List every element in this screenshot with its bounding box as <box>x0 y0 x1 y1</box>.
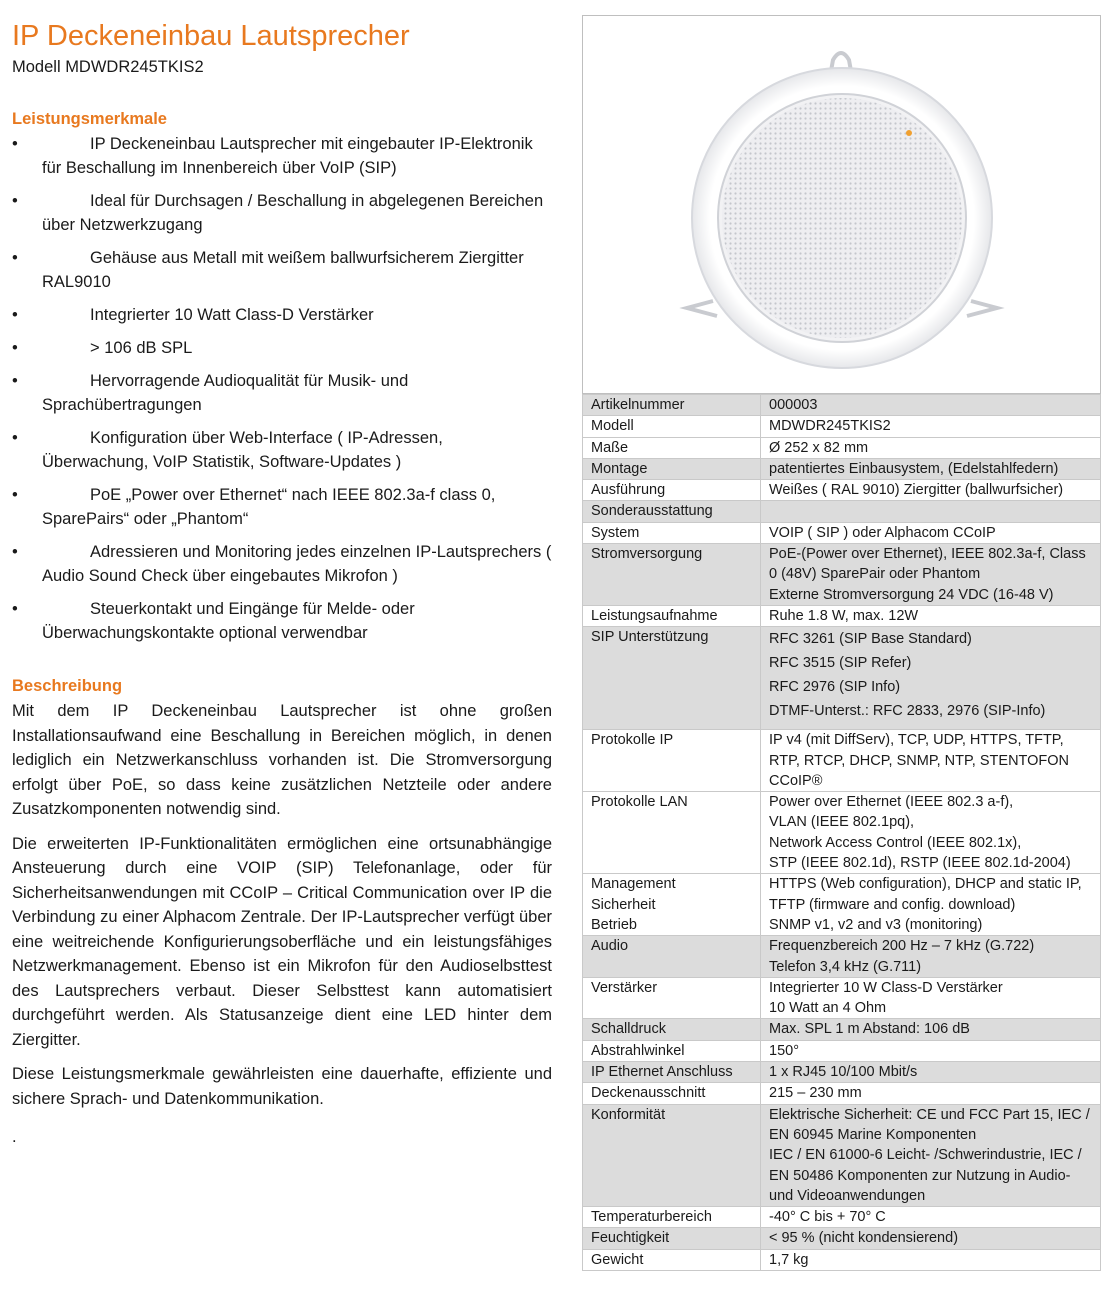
spec-key <box>583 522 761 543</box>
feature-text: Gehäuse aus Metall mit weißem ballwurfsicherem Ziergitter RAL9010 <box>42 249 524 291</box>
spec-key-line: Betrieb <box>591 916 637 933</box>
spec-value <box>761 437 1101 458</box>
spec-value-line: Network Access Control (IEEE 802.1x), <box>769 834 1022 851</box>
feature-item <box>12 426 552 474</box>
spec-key-line: Schalldruck <box>591 1021 666 1038</box>
spec-value <box>761 627 1101 730</box>
spec-value-line: VOIP ( SIP ) oder Alphacom CCoIP <box>769 524 996 541</box>
spec-value-line: Max. SPL 1 m Abstand: 106 dB <box>769 1021 970 1038</box>
spec-value-line: SNMP v1, v2 and v3 (monitoring) <box>769 916 983 933</box>
spec-value-line: 10 Watt an 4 Ohm <box>769 1000 887 1017</box>
spec-value-line: 1 x RJ45 10/100 Mbit/s <box>769 1064 918 1081</box>
spec-key-line: IP Ethernet Anschluss <box>591 1064 733 1081</box>
spec-row <box>583 977 1101 1019</box>
feature-item <box>12 369 552 417</box>
spec-value <box>761 1062 1101 1083</box>
spec-key <box>583 1104 761 1206</box>
spec-key <box>583 1062 761 1083</box>
spec-row <box>583 458 1101 479</box>
spec-value-line: IEC / EN 61000-6 Leicht- /Schwerindustrie, IEC / EN 50486 Komponenten zur Nutzung in Audio- und Videoanwendungen <box>769 1147 1082 1204</box>
spec-value-line: Weißes ( RAL 9010) Ziergitter (ballwurfsicher) <box>769 482 1064 499</box>
spec-key-line: Stromversorgung <box>591 546 703 563</box>
spec-row <box>583 1249 1101 1270</box>
feature-list <box>12 132 552 645</box>
spec-value-line: Power over Ethernet (IEEE 802.3 a-f), <box>769 794 1014 811</box>
spec-key-line: Modell <box>591 418 634 435</box>
spec-value <box>761 501 1101 522</box>
spec-key <box>583 874 761 936</box>
spec-key-line: Gewicht <box>591 1251 644 1268</box>
feature-item <box>12 132 552 180</box>
feature-item <box>12 483 552 531</box>
description-paragraph: Mit dem IP Deckeneinbau Lautsprecher ist ohne großen Installationsaufwand eine Beschallung in Bereichen möglich, in denen lediglich ein Netzwerkanschluss vorhanden ist. Die Stromversorgung erfolgt über PoE, so dass keine zusätzlichen Netzteile oder andere Zusatzkomponenten notwendig sind. <box>12 702 552 818</box>
bullet-icon: • <box>12 306 18 324</box>
spec-key-line: Audio <box>591 938 629 955</box>
bullet-icon: • <box>12 543 18 561</box>
spec-value-line: TFTP (firmware and config. download) <box>769 896 1016 913</box>
spec-row <box>583 522 1101 543</box>
bullet-icon: • <box>12 192 18 210</box>
spec-key-line: Deckenausschnitt <box>591 1085 706 1102</box>
spec-row <box>583 416 1101 437</box>
spec-key-line: Leistungsaufnahme <box>591 607 718 624</box>
spec-key-line: Abstrahlwinkel <box>591 1042 685 1059</box>
spec-value-line: Telefon 3,4 kHz (G.711) <box>769 958 922 975</box>
product-image <box>582 15 1101 394</box>
spec-value <box>761 1207 1101 1228</box>
spec-value <box>761 1083 1101 1104</box>
spec-key <box>583 458 761 479</box>
spec-value <box>761 1019 1101 1040</box>
spec-key <box>583 730 761 792</box>
spec-row <box>583 501 1101 522</box>
spec-value-line: VLAN (IEEE 802.1pq), <box>769 814 915 831</box>
spec-key-line: SIP Unterstützung <box>591 629 709 646</box>
spec-key <box>583 605 761 626</box>
feature-text: Ideal für Durchsagen / Beschallung in abgelegenen Bereichen über Netzwerkzugang <box>42 192 544 234</box>
spec-value-line: Ruhe 1.8 W, max. 12W <box>769 607 919 624</box>
feature-item <box>12 540 552 588</box>
spec-row <box>583 605 1101 626</box>
spec-row <box>583 874 1101 936</box>
spec-row <box>583 1083 1101 1104</box>
spec-key <box>583 1083 761 1104</box>
spec-value-line: 150° <box>769 1042 799 1059</box>
spec-key <box>583 395 761 416</box>
feature-item <box>12 189 552 237</box>
description-paragraph: Diese Leistungsmerkmale gewährleisten eine dauerhafte, effiziente und sichere Sprach- und Datenkommunikation. <box>12 1065 552 1108</box>
spec-value <box>761 605 1101 626</box>
spec-key-line: Sonderausstattung <box>591 503 713 520</box>
spec-key-line: Konformität <box>591 1106 666 1123</box>
spec-key <box>583 627 761 730</box>
spec-row <box>583 480 1101 501</box>
spec-value-line: Integrierter 10 W Class-D Verstärker <box>769 979 1003 996</box>
spec-value-line: DTMF-Unterst.: RFC 2833, 2976 (SIP-Info) <box>769 703 1046 720</box>
features-heading: Leistungsmerkmale <box>12 110 167 128</box>
spec-key <box>583 416 761 437</box>
spec-value-line: 1,7 kg <box>769 1251 809 1268</box>
spec-key <box>583 977 761 1019</box>
spec-row <box>583 437 1101 458</box>
right-column <box>582 15 1101 1271</box>
spec-value-line: 215 – 230 mm <box>769 1085 862 1102</box>
feature-item <box>12 303 552 327</box>
status-led-icon <box>906 130 912 136</box>
feature-text: Integrierter 10 Watt Class-D Verstärker <box>90 306 374 324</box>
spec-row <box>583 627 1101 730</box>
feature-text: Adressieren und Monitoring jedes einzelnen IP-Lautsprechers ( Audio Sound Check über eingebautes Mikrofon ) <box>42 543 552 585</box>
spec-value-line: MDWDR245TKIS2 <box>769 418 891 435</box>
spec-row <box>583 1040 1101 1061</box>
spec-key <box>583 792 761 874</box>
spec-key <box>583 480 761 501</box>
bullet-icon: • <box>12 339 18 357</box>
spec-key-line: Artikelnummer <box>591 397 685 413</box>
spec-key-line: Protokolle IP <box>591 732 674 749</box>
spec-value <box>761 1040 1101 1061</box>
bullet-icon: • <box>12 429 18 447</box>
feature-text: Hervorragende Audioqualität für Musik- und Sprachübertragungen <box>42 372 409 414</box>
spec-key <box>583 1040 761 1061</box>
bullet-icon: • <box>12 249 18 267</box>
spec-row <box>583 936 1101 978</box>
spec-value-line: -40° C bis + 70° C <box>769 1209 886 1226</box>
spec-row <box>583 1104 1101 1206</box>
spec-key-line: Sicherheit <box>591 896 656 913</box>
spec-key-line: Verstärker <box>591 979 658 996</box>
spec-key <box>583 936 761 978</box>
spec-table <box>582 394 1101 1271</box>
left-column <box>12 18 552 1150</box>
feature-text: Konfiguration über Web-Interface ( IP-Adressen, Überwachung, VoIP Statistik, Software-Updates ) <box>42 429 443 471</box>
spec-value <box>761 522 1101 543</box>
feature-text: > 106 dB SPL <box>90 339 193 357</box>
spec-key-line: Montage <box>591 460 648 477</box>
page-title: IP Deckeneinbau Lautsprecher <box>12 20 410 52</box>
spec-value <box>761 936 1101 978</box>
feature-item <box>12 336 552 360</box>
spec-row <box>583 544 1101 606</box>
description-paragraph: . <box>12 1128 17 1146</box>
spec-value-line: RFC 2976 (SIP Info) <box>769 679 901 696</box>
spec-value-line: RFC 3515 (SIP Refer) <box>769 655 912 672</box>
spec-value-line: < 95 % (nicht kondensierend) <box>769 1230 959 1247</box>
spec-value <box>761 480 1101 501</box>
spec-key <box>583 501 761 522</box>
spec-value-line: STP (IEEE 802.1d), RSTP (IEEE 802.1d-2004) <box>769 855 1071 872</box>
spec-value <box>761 544 1101 606</box>
spec-row <box>583 1062 1101 1083</box>
spec-key <box>583 437 761 458</box>
spec-value <box>761 977 1101 1019</box>
spec-value-line <box>769 501 1094 521</box>
spec-value-line: Elektrische Sicherheit: CE und FCC Part 15, IEC / EN 60945 Marine Komponenten <box>769 1106 1090 1143</box>
spec-value <box>761 1228 1101 1249</box>
spec-value <box>761 1104 1101 1206</box>
spec-key <box>583 1207 761 1228</box>
spec-key-line: Ausführung <box>591 482 666 499</box>
feature-text: Steuerkontakt und Eingänge für Melde- oder Überwachungskontakte optional verwendbar <box>42 600 415 642</box>
spec-value-line: patentiertes Einbausystem, (Edelstahlfedern) <box>769 460 1059 477</box>
spec-row <box>583 792 1101 874</box>
spec-key-line: System <box>591 524 640 541</box>
spec-value-line: Frequenzbereich 200 Hz – 7 kHz (G.722) <box>769 938 1035 955</box>
bullet-icon: • <box>12 372 18 390</box>
description-paragraph: Die erweiterten IP-Funktionalitäten ermöglichen eine ortsunabhängige Ansteuerung durch eine VOIP (SIP) Telefonanlage, oder für Sicherheitsanwendungen mit CCoIP – Critical Communication over IP die Verbindung zu einer Alphacom Zentrale. Der IP-Lautsprecher verfügt über eine weitreichende Konfigurierungsoberfläche und ein leistungsfähiges Netzwerkmanagement. Ebenso ist ein Mikrofon für den Audioselbsttest des Lautsprechers verbaut. Dieser Selbsttest kann automatisiert durchgeführt werden. Als Statusanzeige dient eine LED hinter dem Ziergitter. <box>12 834 552 1049</box>
spec-key <box>583 1019 761 1040</box>
spec-key <box>583 544 761 606</box>
spec-value <box>761 458 1101 479</box>
spec-value <box>761 395 1101 416</box>
spec-value-line: Externe Stromversorgung 24 VDC (16-48 V) <box>769 586 1054 603</box>
spec-key-line: Feuchtigkeit <box>591 1230 670 1247</box>
spec-value-line: RFC 3261 (SIP Base Standard) <box>769 631 972 648</box>
spec-row <box>583 1019 1101 1040</box>
description-heading: Beschreibung <box>12 677 123 695</box>
spec-row <box>583 395 1101 416</box>
spec-value-line: IP v4 (mit DiffServ), TCP, UDP, HTTPS, TFTP, RTP, RTCP, DHCP, SNMP, NTP, STENTOFON CCoIP® <box>769 732 1070 789</box>
spec-row <box>583 730 1101 792</box>
model-subtitle: Modell MDWDR245TKIS2 <box>12 58 204 76</box>
spec-key-line: Temperaturbereich <box>591 1209 712 1226</box>
spec-key <box>583 1228 761 1249</box>
spec-value-line: Ø 252 x 82 mm <box>769 439 869 456</box>
bullet-icon: • <box>12 600 18 618</box>
bullet-icon: • <box>12 135 18 153</box>
spec-row <box>583 1207 1101 1228</box>
spec-key-line: Maße <box>591 439 629 456</box>
feature-text: PoE „Power over Ethernet“ nach IEEE 802.3a-f class 0, SparePairs“ oder „Phantom“ <box>42 486 496 528</box>
spec-value-line: HTTPS (Web configuration), DHCP and static IP, <box>769 876 1082 893</box>
spec-value <box>761 874 1101 936</box>
spec-key-line: Protokolle LAN <box>591 794 688 811</box>
description-body <box>12 699 552 1150</box>
bullet-icon: • <box>12 486 18 504</box>
spec-value <box>761 416 1101 437</box>
spec-value-line: 000003 <box>769 397 818 413</box>
spec-key-line: Management <box>591 876 676 893</box>
ceiling-speaker-image <box>583 16 1100 393</box>
spec-value <box>761 792 1101 874</box>
feature-text: IP Deckeneinbau Lautsprecher mit eingebauter IP-Elektronik für Beschallung im Innenbereich über VoIP (SIP) <box>42 135 533 177</box>
spec-value <box>761 730 1101 792</box>
spec-key <box>583 1249 761 1270</box>
feature-item <box>12 246 552 294</box>
spec-row <box>583 1228 1101 1249</box>
feature-item <box>12 597 552 645</box>
spec-value <box>761 1249 1101 1270</box>
spec-value-line: PoE-(Power over Ethernet), IEEE 802.3a-f, Class 0 (48V) SparePair oder Phantom <box>769 546 1086 583</box>
